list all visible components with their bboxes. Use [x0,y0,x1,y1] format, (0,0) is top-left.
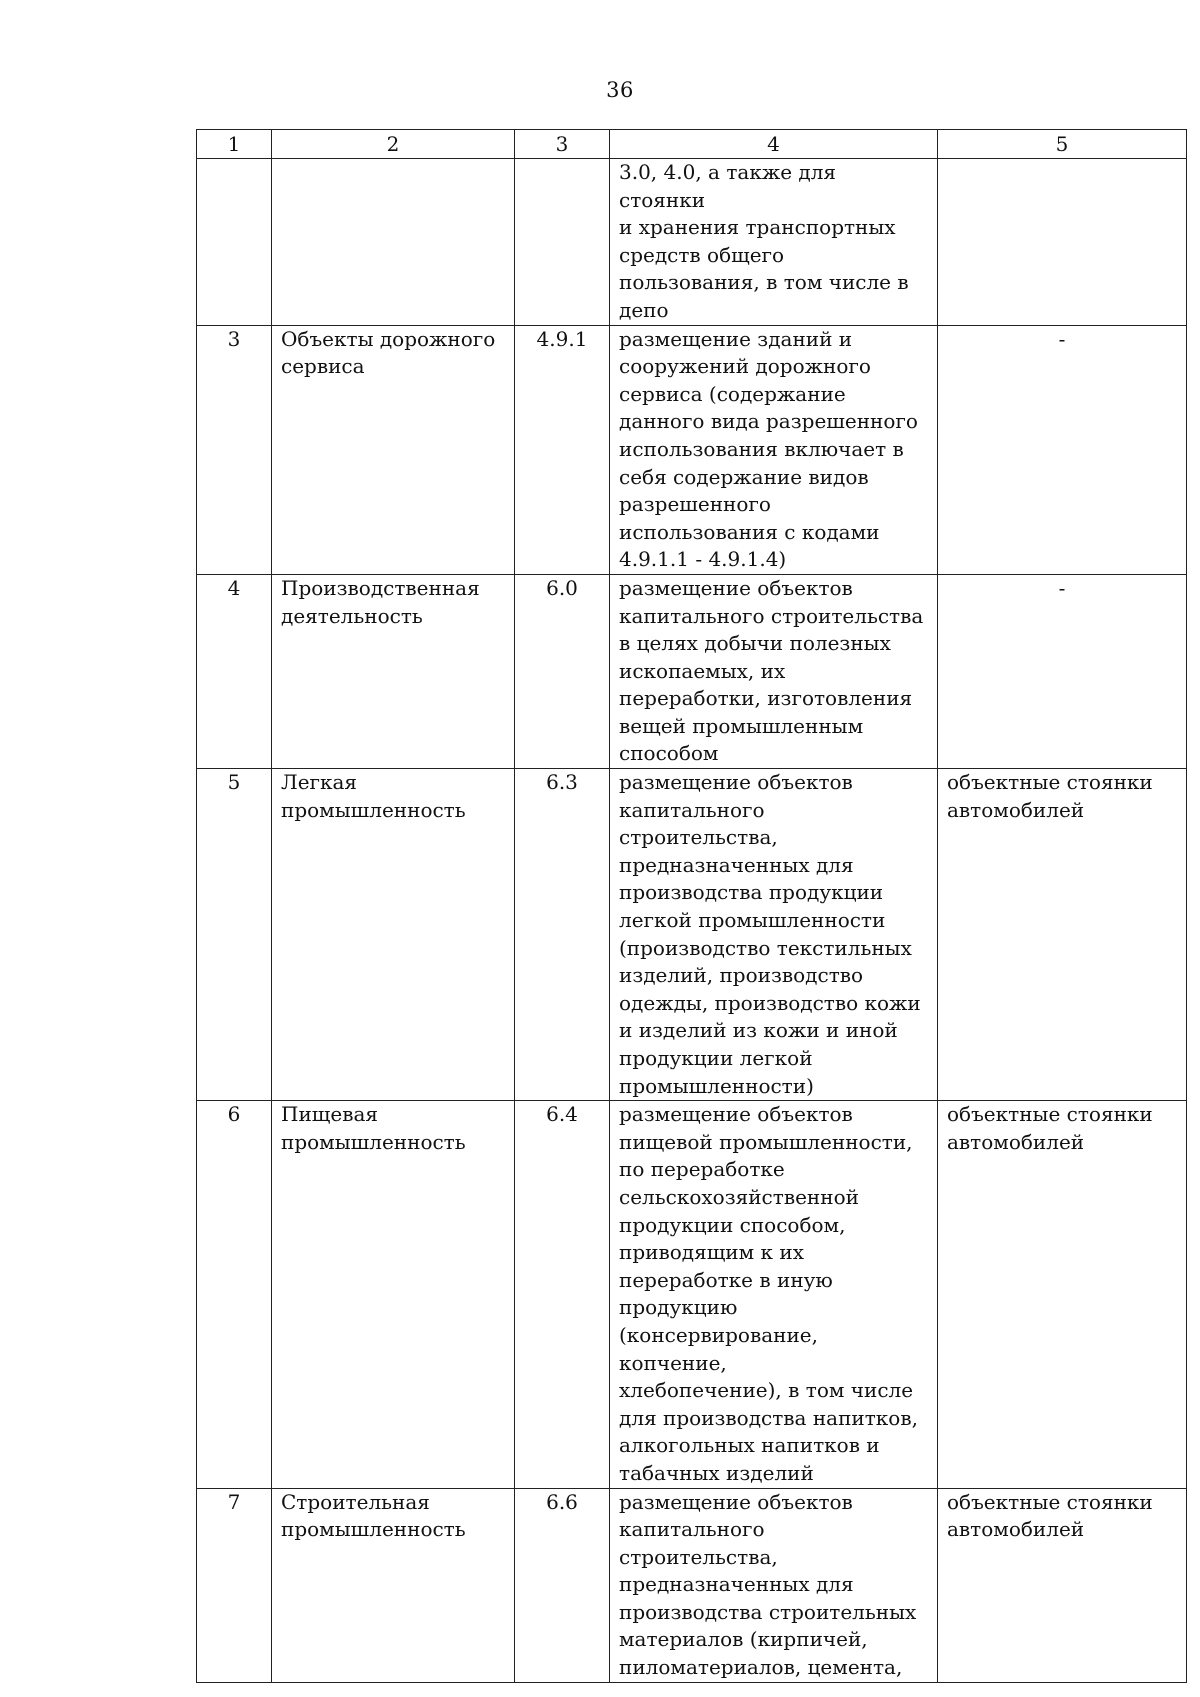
cell-description: размещение зданий и сооружений дорожного сервиса (содержание данного вида разрешенного использования включает в себя содержание видов разрешенного использования с кодами 4.9.1.1 - 4.9.1.4) [610,325,938,574]
page-number: 36 [606,78,634,102]
column-header: 3 [515,130,610,159]
table-row [197,574,1187,768]
column-header: 5 [938,130,1187,159]
cell-aux: объектные стоянки автомобилей [938,1101,1187,1488]
cell-aux: объектные стоянки автомобилей [938,1488,1187,1682]
cell-aux: объектные стоянки автомобилей [938,769,1187,1101]
column-header: 4 [610,130,938,159]
column-header: 2 [272,130,515,159]
cell-name: Легкая промышленность [272,769,515,1101]
table-row-continuation [197,159,1187,326]
table-row [197,1101,1187,1488]
cell-name [272,159,515,326]
cell-code [515,159,610,326]
column-header: 1 [197,130,272,159]
cell-description: размещение объектов капитального строительства, предназначенных для производства продукции легкой промышленности (производство текстильных изделий, производство одежды, производство кожи и изделий из кожи и иной продукции легкой промышленности) [610,769,938,1101]
cell-description: размещение объектов пищевой промышленности, по переработке сельскохозяйственной продукции способом, приводящим к их переработке в иную продукцию (консервирование, копчение, хлебопечение), в том числе для производства напитков, алкогольных напитков и табачных изделий [610,1101,938,1488]
cell-num: 7 [197,1488,272,1682]
land-use-table [196,129,1187,1683]
cell-aux: - [938,325,1187,574]
cell-code: 6.4 [515,1101,610,1488]
table-row [197,325,1187,574]
cell-code: 6.0 [515,574,610,768]
cell-description: размещение объектов капитального строительства в целях добычи полезных ископаемых, их переработки, изготовления вещей промышленным способом [610,574,938,768]
cell-code: 6.3 [515,769,610,1101]
cell-num: 6 [197,1101,272,1488]
cell-code: 6.6 [515,1488,610,1682]
table-row [197,1488,1187,1682]
cell-num: 5 [197,769,272,1101]
cell-name: Производственная деятельность [272,574,515,768]
header-row [197,130,1187,159]
cell-num: 4 [197,574,272,768]
cell-num [197,159,272,326]
cell-aux [938,159,1187,326]
cell-name: Строительная промышленность [272,1488,515,1682]
cell-description: 3.0, 4.0, а также для стоянки и хранения транспортных средств общего пользования, в том числе в депо [610,159,938,326]
cell-num: 3 [197,325,272,574]
cell-code: 4.9.1 [515,325,610,574]
table-row [197,769,1187,1101]
cell-name: Пищевая промышленность [272,1101,515,1488]
cell-name: Объекты дорожного сервиса [272,325,515,574]
cell-description: размещение объектов капитального строительства, предназначенных для производства строительных материалов (кирпичей, пиломатериалов, цемента, [610,1488,938,1682]
cell-aux: - [938,574,1187,768]
